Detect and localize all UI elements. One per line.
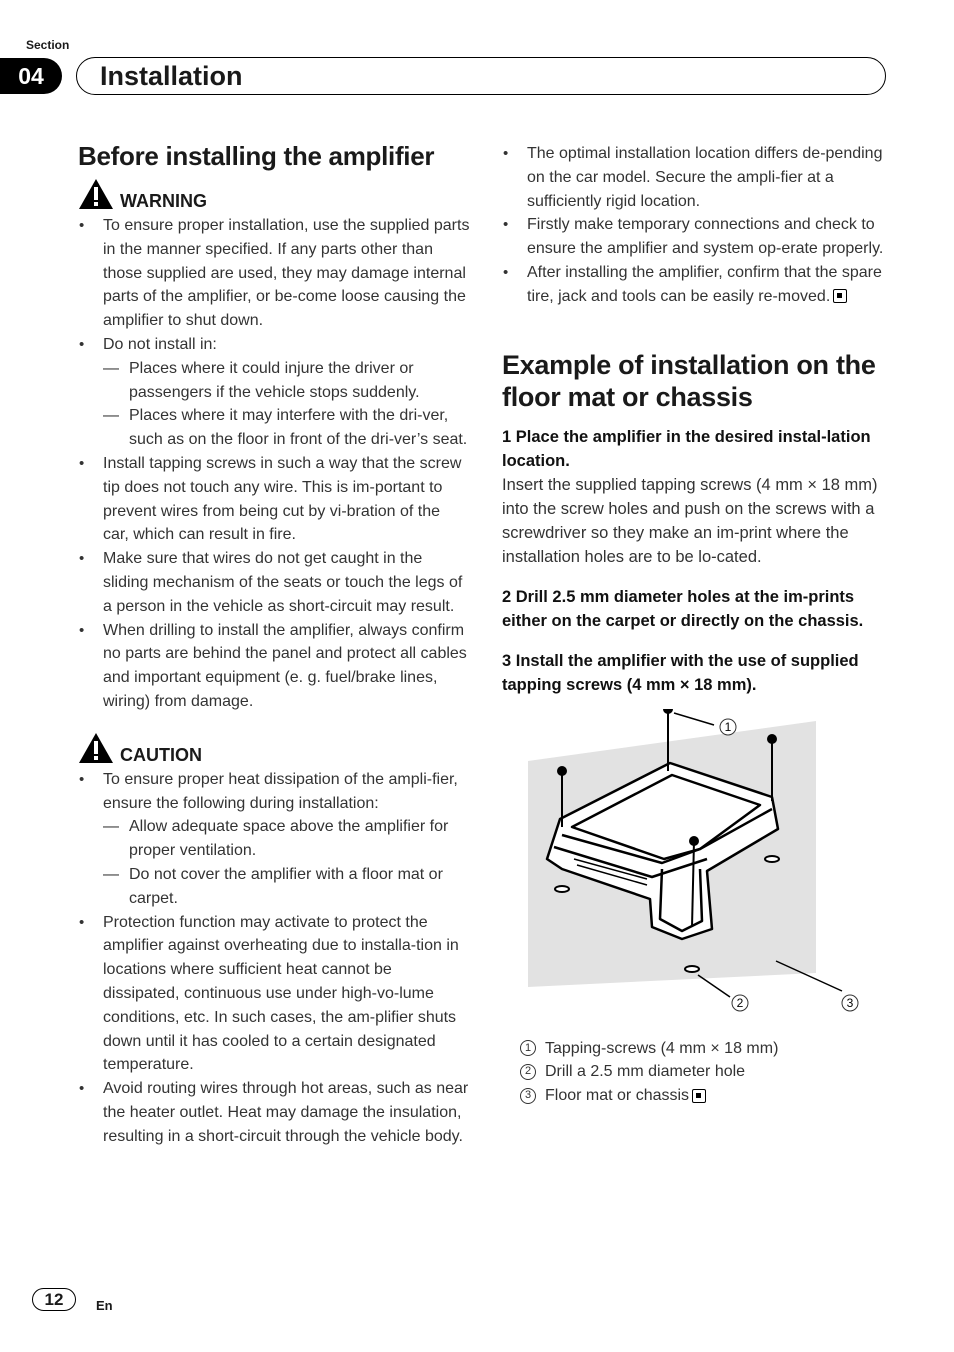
legend-number: 2 (520, 1064, 536, 1080)
sub-list-item: — Allow adequate space above the amplifier for proper ventilation. (103, 815, 470, 863)
section-label: Section (26, 38, 70, 52)
precaution-list (502, 142, 892, 309)
sub-list (103, 357, 470, 452)
step-2-title: 2 Drill 2.5 mm diameter holes at the im-prints either on the carpet or directly on the chassis. (502, 587, 864, 630)
list-item (78, 768, 470, 911)
list-item: • Install tapping screws in such a way that the screw tip does not touch any wire. This is im-portant to prevent wires from being cut by vi-bration of the car, which can result in fire. (78, 452, 470, 547)
list-item: • When drilling to install the amplifier, always confirm no parts are behind the panel and protect all cables and important equipment (e. g. fuel/brake lines, wiring) from damage. (78, 619, 470, 714)
list-item: • Protection function may activate to protect the amplifier against overheating due to installa-tion in locations where sufficient heat cannot be dissipated, continuous use under high-vo-lume conditions, etc. In such cases, the am-plifier shuts down until it has cooled to a certain designated temperature. (78, 911, 470, 1078)
step-1-title: 1 Place the amplifier in the desired instal-lation location. (502, 427, 871, 470)
sub-list-item: — Places where it could injure the driver or passengers if the vehicle stops suddenly. (103, 357, 470, 405)
list-item: • Avoid routing wires through hot areas, such as near the heater outlet. Heat may damage the insulation, resulting in a short-circuit through the vehicle body. (78, 1077, 470, 1148)
example-heading: Example of installation on the floor mat or chassis (502, 349, 876, 412)
callout-2: 2 (736, 995, 744, 1010)
legend-item (520, 1037, 892, 1061)
caution-header (78, 732, 470, 764)
legend-item (520, 1060, 892, 1084)
caution-icon (78, 732, 114, 764)
right-column (502, 140, 892, 1108)
warning-label: WARNING (120, 191, 207, 211)
step-1-body: Insert the supplied tapping screws (4 mm × 18 mm) into the screw holes and push on the screws with a screwdriver so they make an im-print where the installation holes are to be lo-cated. (502, 475, 878, 566)
warning-icon (78, 178, 114, 210)
step-3-title: 3 Install the amplifier with the use of supplied tapping screws (4 mm × 18 mm). (502, 651, 859, 694)
legend-text: Tapping-screws (4 mm × 18 mm) (545, 1039, 779, 1057)
before-installing-heading: Before installing the amplifier (78, 141, 435, 171)
legend-number: 1 (520, 1040, 536, 1056)
legend-text: Floor mat or chassis (545, 1087, 690, 1105)
list-item-text: After installing the amplifier, confirm that the spare tire, jack and tools can be easily re-moved. (527, 263, 882, 305)
page-title: Installation (100, 61, 243, 91)
end-of-section-icon (833, 289, 847, 303)
page-number: 12 (32, 1288, 76, 1311)
sub-list-item: — Places where it may interfere with the dri-ver, such as on the floor in front of the dri-ver’s seat. (103, 404, 470, 452)
sub-list (103, 815, 470, 910)
installation-diagram (502, 709, 872, 1021)
list-item: • The optimal installation location differs de-pending on the car model. Secure the ampli-fier at a sufficiently rigid location. (502, 142, 892, 213)
list-item (502, 261, 892, 309)
legend-number: 3 (520, 1088, 536, 1104)
legend-text: Drill a 2.5 mm diameter hole (545, 1063, 746, 1081)
callout-3: 3 (846, 995, 854, 1010)
warning-list (78, 214, 470, 714)
caution-label: CAUTION (120, 744, 202, 765)
list-item-text: To ensure proper heat dissipation of the ampli-fier, ensure the following during installation: (103, 770, 458, 812)
warning-header (78, 178, 470, 210)
end-of-section-icon (692, 1089, 706, 1103)
callout-1: 1 (724, 719, 732, 734)
list-item: • Firstly make temporary connections and check to ensure the amplifier and system op-erate properly. (502, 213, 892, 261)
list-item (78, 333, 470, 452)
section-number-badge: 04 (0, 58, 62, 94)
left-column (78, 140, 470, 1148)
figure-legend (502, 1037, 892, 1108)
caution-list (78, 768, 470, 1149)
language-code: En (96, 1298, 113, 1313)
list-item: • To ensure proper installation, use the supplied parts in the manner specified. If any parts other than those supplied are used, they may damage internal parts of the amplifier, or be-come loose causing the amplifier to shut down. (78, 214, 470, 333)
sub-list-item: — Do not cover the amplifier with a floor mat or carpet. (103, 863, 470, 911)
list-item-text: Do not install in: (103, 335, 217, 353)
list-item: • Make sure that wires do not get caught in the sliding mechanism of the seats or touch the legs of a person in the vehicle as short-circuit may result. (78, 547, 470, 618)
legend-item (520, 1084, 892, 1108)
